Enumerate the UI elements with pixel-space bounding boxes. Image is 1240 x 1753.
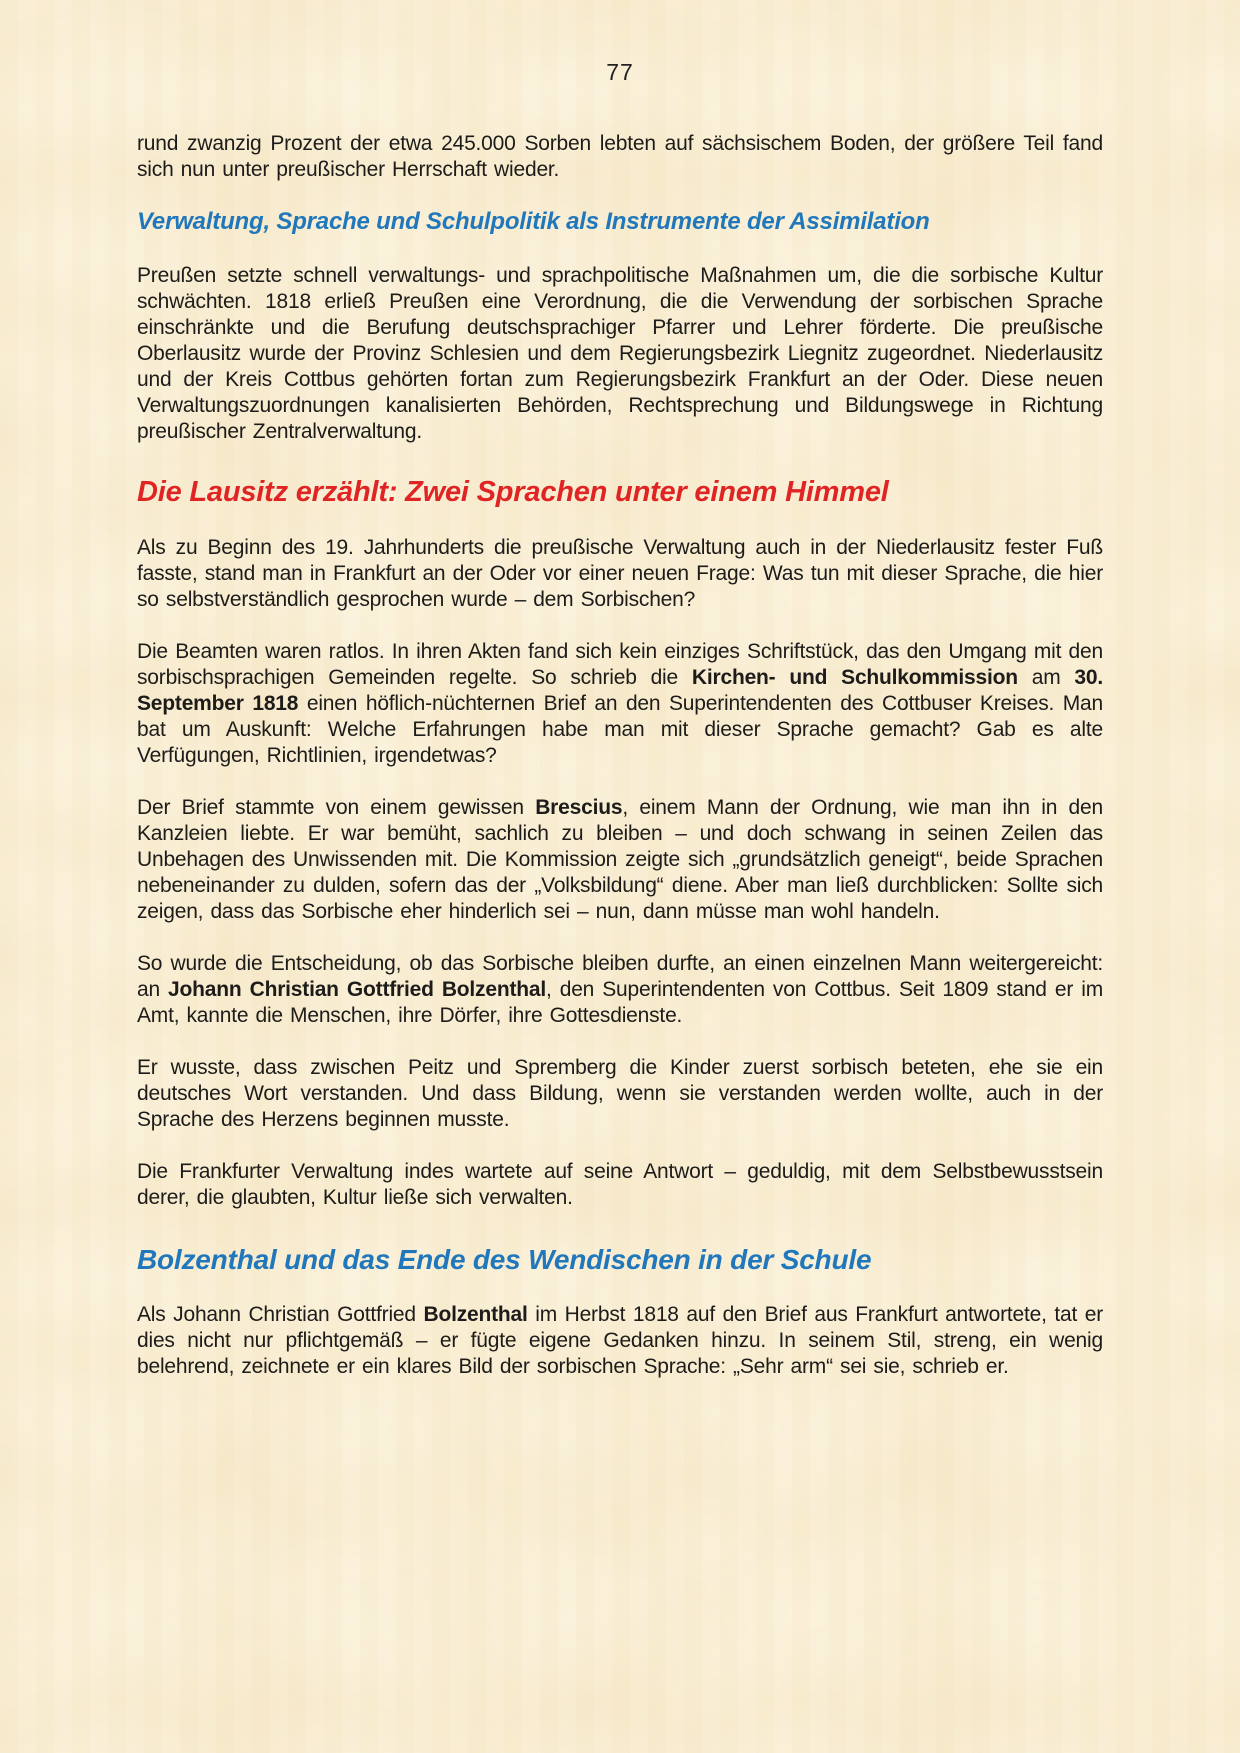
bold-text-run: Bolzenthal	[423, 1303, 528, 1326]
paragraph	[137, 131, 1103, 183]
paragraph	[137, 639, 1103, 769]
text-run: am	[1017, 666, 1075, 689]
page-number: 77	[606, 59, 634, 85]
text-run: einen höflich-nüchternen Brief an den Superintendenten des Cottbuser Kreises. Man bat um Auskunft: Welche Erfahrungen habe man mit dieser Sprache gemacht? Gab es alte Verfügungen, Richtlinien, irgendetwas?	[137, 692, 1103, 767]
text-run: Die Beamten waren ratlos. In ihren Akten fand sich kein einziges Schriftstück, das den Umgang mit den sorbischsprachigen Gemeinden regelte. So schrieb die	[137, 640, 1103, 689]
bold-text-run: Johann Christian Gottfried Bolzenthal	[168, 978, 546, 1001]
text-run: Als zu Beginn des 19. Jahrhunderts die preußische Verwaltung auch in der Niederlausitz fester Fuß fasste, stand man in Frankfurt an der Oder vor einer neuen Frage: Was tun mit dieser Sprache, die hier so selbstverständlich gesprochen wurde – dem Sorbischen?	[137, 536, 1103, 611]
section-heading: Bolzenthal und das Ende des Wendischen in der Schule	[137, 1244, 872, 1275]
text-run: , den Superintendenten von Cottbus. Seit 1809 stand er im Amt, kannte die Menschen, ihre Dörfer, ihre Gottesdienste.	[137, 978, 1103, 1027]
text-run: Er wusste, dass zwischen Peitz und Spremberg die Kinder zuerst sorbisch beteten, ehe sie ein deutsches Wort verstanden. Und dass Bildung, wenn sie verstanden werden wollte, auch in der Sprache des Herzens beginnen musste.	[137, 1056, 1103, 1131]
text-run: , einem Mann der Ordnung, wie man ihn in den Kanzleien liebte. Er war bemüht, sachlich zu bleiben – und doch schwang in seinen Zeilen das Unbehagen des Unwissenden mit. Die Kommission zeigte sich „grundsätzlich geneigt“, beide Sprachen nebeneinander zu dulden, sofern das der „Volksbildung“ diene. Aber man ließ durchblicken: Sollte sich zeigen, dass das Sorbische eher hinderlich sei – nun, dann müsse man wohl handeln.	[137, 796, 1103, 923]
text-run: So wurde die Entscheidung, ob das Sorbische bleiben durfte, an einen einzelnen Mann weitergereicht: an	[137, 952, 1103, 1001]
paragraph	[137, 1159, 1103, 1211]
paragraph	[137, 1055, 1103, 1133]
text-run: im Herbst 1818 auf den Brief aus Frankfurt antwortete, tat er dies nicht nur pflichtgemäß – er fügte eigene Gedanken hinzu. In seinem Stil, streng, ein wenig belehrend, zeichnete er ein klares Bild der sorbischen Sprache: „Sehr arm“ sei sie, schrieb er.	[137, 1303, 1103, 1378]
paragraph	[137, 795, 1103, 925]
paragraph	[137, 263, 1103, 445]
section-heading: Verwaltung, Sprache und Schulpolitik als Instrumente der Assimilation	[137, 208, 930, 235]
section-heading: Die Lausitz erzählt: Zwei Sprachen unter einem Himmel	[137, 476, 889, 508]
page-body	[137, 131, 1103, 1380]
paragraph	[137, 535, 1103, 613]
paragraph	[137, 951, 1103, 1029]
paragraph	[137, 1302, 1103, 1380]
bold-text-run: 30. September 1818	[137, 666, 1103, 715]
text-run: Die Frankfurter Verwaltung indes wartete auf seine Antwort – geduldig, mit dem Selbstbewusstsein derer, die glaubten, Kultur ließe sich verwalten.	[137, 1160, 1103, 1209]
text-run: Der Brief stammte von einem gewissen	[137, 796, 536, 819]
text-run: Als Johann Christian Gottfried	[137, 1303, 424, 1326]
text-run: rund zwanzig Prozent der etwa 245.000 Sorben lebten auf sächsischem Boden, der größere Teil fand sich nun unter preußischer Herrschaft wieder.	[137, 132, 1103, 181]
text-run: Preußen setzte schnell verwaltungs- und sprachpolitische Maßnahmen um, die die sorbische Kultur schwächten. 1818 erließ Preußen eine Verordnung, die die Verwendung der sorbischen Sprache einschränkte und die Berufung deutschsprachiger Pfarrer und Lehrer förderte. Die preußische Oberlausitz wurde der Provinz Schlesien und dem Regierungsbezirk Liegnitz zugeordnet. Niederlausitz und der Kreis Cottbus gehörten fortan zum Regierungsbezirk Frankfurt an der Oder. Diese neuen Verwaltungszuordnungen kanalisierten Behörden, Rechtsprechung und Bildungswege in Richtung preußischer Zentralverwaltung.	[137, 264, 1103, 443]
bold-text-run: Brescius	[535, 796, 623, 819]
bold-text-run: Kirchen- und Schulkommission	[691, 666, 1018, 689]
